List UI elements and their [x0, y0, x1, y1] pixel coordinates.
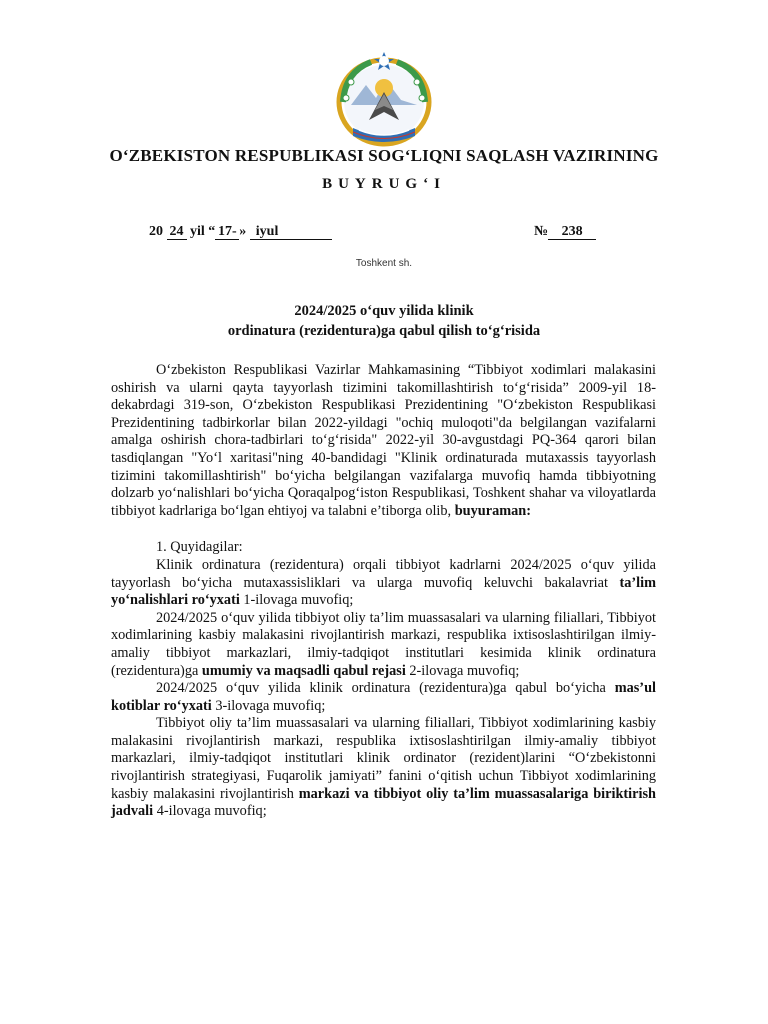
month-value: iyul: [250, 225, 332, 240]
item1-paragraph-4: [111, 715, 656, 821]
item1-paragraph-2: [111, 610, 656, 680]
order-body: [111, 362, 656, 821]
subject-line-2: ordinatura (rezidentura)ga qabul qilish to‘g‘risida: [227, 323, 541, 339]
item1-p2-text: 2024/2025 o‘quv yilida tibbiyot oliy ta’lim muassasalari va ularning filiallari, Tibbiyot xodimlarining kasbiy malakasini rivojlantirish markazi, respublika ixtisoslashtirilgan ilmiy-amaliy tibbiyot markazlari, ilmiy-tadqiqot institutlari kesimida klinik ordinatura (rezidentura)ga: [111, 609, 656, 679]
item1-p3-tail: 3-ilovaga muvofiq;: [215, 697, 326, 714]
item1-paragraph-3: [111, 680, 656, 715]
item1-p4-tail: 4-ilovaga muvofiq;: [156, 803, 267, 820]
city-label: Toshkent sh.: [355, 258, 413, 269]
item1-paragraph-1: [111, 557, 656, 610]
item1-p2-tail: 2-ilovaga muvofiq;: [409, 662, 520, 679]
number-sign: №: [534, 224, 549, 239]
date-close-quote: »: [239, 224, 247, 239]
item1-p1-text: Klinik ordinatura (rezidentura) orqali tibbiyot kadrlarni 2024/2025 o‘quv yilida tayyorlash bo‘yicha mutaxassisliklari va ularga muvofiq keluvchi bakalavriat: [111, 556, 656, 591]
order-number: [534, 224, 596, 240]
date-open-quote: “: [208, 224, 216, 239]
item1-p2-bold: umumiy va maqsadli qabul rejasi: [201, 662, 406, 679]
item1-p1-tail: 1-ilovaga muvofiq;: [243, 592, 354, 609]
order-title: BUYRUG‘I: [322, 176, 446, 192]
number-value: 238: [548, 225, 596, 240]
item1-p3-text: 2024/2025 o‘quv yilida klinik ordinatura (rezidentura)ga qabul bo‘yicha: [156, 680, 606, 697]
item1-p3-bold: mas’ul kotiblar ro‘yxati: [111, 680, 656, 714]
yil-label: yil: [190, 224, 205, 239]
preamble-decree: buyuraman:: [454, 502, 531, 519]
year-value: 24: [167, 225, 187, 240]
item1-p4-bold: markazi va tibbiyot oliy ta’lim muassasalariga biriktirish jadvali: [111, 785, 656, 820]
order-date: [149, 224, 332, 240]
item1-p1-bold: ta’lim yo‘nalishlari ro‘yxati: [111, 574, 656, 609]
ministry-heading: O‘ZBEKISTON RESPUBLIKASI SOG‘LIQNI SAQLASH VAZIRINING: [109, 146, 659, 165]
preamble-text: O‘zbekiston Respublikasi Vazirlar Mahkamasining “Tibbiyot xodimlari malakasini oshirish va ularni qayta tayyorlash tizimini takomillashtirish to‘g‘risida” 2009-yil 18-dekabrdagi 319-son, O‘zbekiston Respublikasi Prezidentining "O‘zbekiston Respublikasi Prezidentining tadbirkorlar bilan 2022-yildagi "ochiq muloqoti"da belgilangan vazifalarni amalga oshirish chora-tadbirlari to‘g‘risida" 2022-yil 30-avgustdagi PQ-364 qarori bilan tasdiqlangan "Yo‘l xaritasi"ning 40-bandidagi "Klinik ordinaturada mutaxassis tayyorlash tizimini takomillashtirish" bo‘yicha belgilangan vazifalarga muvofiq hamda tibbiyotning dolzarb yo‘nalishlari bo‘yicha Qoraqalpog‘iston Respublikasi, Toshkent shahar va viloyatlarda tibbiyot kadrlariga bo‘lgan ehtiyoj va talabni e’tiborga olib,: [111, 362, 656, 519]
item1-heading: 1. Quyidagilar:: [156, 539, 243, 556]
day-value: 17-: [215, 225, 239, 240]
preamble-paragraph: [111, 362, 656, 520]
order-subject: [0, 301, 768, 341]
state-emblem-icon: [331, 50, 437, 148]
item1-p4-text: Tibbiyot oliy ta’lim muassasalari va ularning filiallari, Tibbiyot xodimlarining kasbiy malakasini rivojlantirish markazi, respublika ixtisoslashtirilgan ilmiy-amaliy tibbiyot markazlari, ilmiy-tadqiqot institutlari klinik ordinator (rezident)larini “O‘zbekistonni rivojlantirish strategiyasi, Fuqarolik jamiyati” fanini o‘qitish uchun Tibbiyot xodimlarining kasbiy malakasini rivojlantirish: [111, 715, 656, 802]
year-prefix: 20: [149, 224, 163, 239]
subject-line-1: 2024/2025 o‘quv yilida klinik: [294, 303, 474, 319]
